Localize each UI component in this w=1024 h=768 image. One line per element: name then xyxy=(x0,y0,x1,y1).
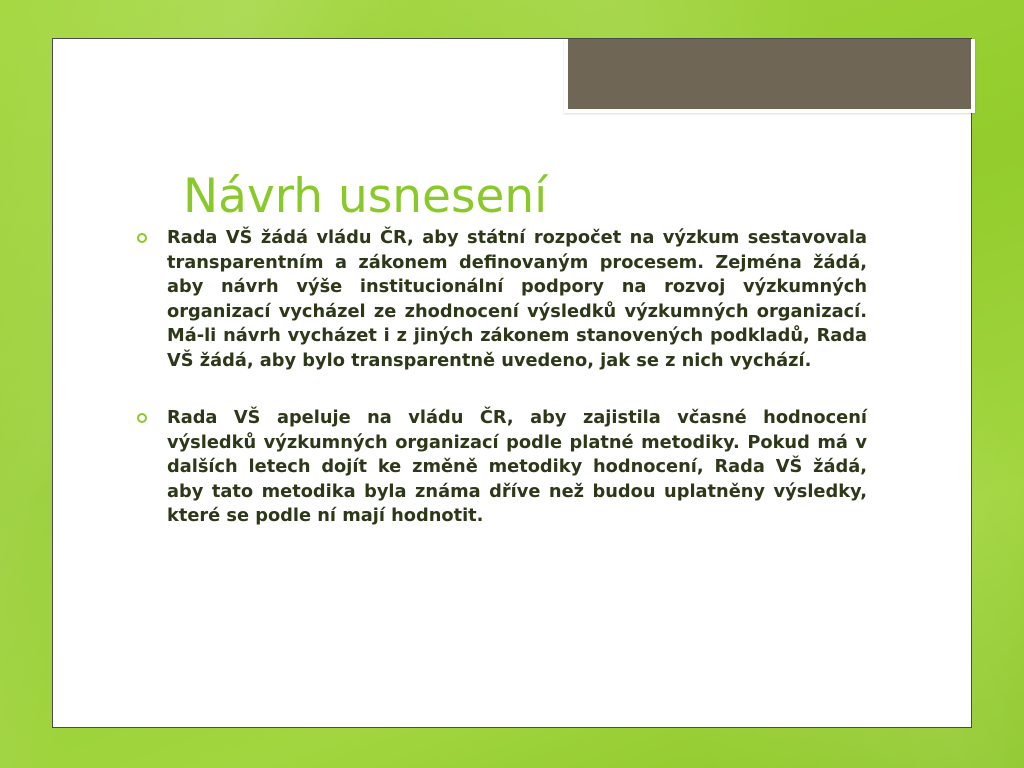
bullet-item xyxy=(136,406,867,529)
ring-bullet-icon xyxy=(137,413,147,423)
bullet-item xyxy=(136,226,867,373)
bullet-text: Rada VŠ žádá vládu ČR, aby státní rozpočet na výzkum sestavovala transparentním a zákonem definovaným procesem. Zejména žádá, aby návrh výše institucionální podpory na rozvoj výzkumných organizací vycházel ze zhodnocení výsledků výzkumných organizací. Má-li návrh vycházet i z jiných zákonem stanovených podkladů, Rada VŠ žádá, aby bylo transparentně uvedeno, jak se z nich vychází. xyxy=(167,227,867,371)
ring-bullet-icon xyxy=(137,233,147,243)
bullet-text: Rada VŠ apeluje na vládu ČR, aby zajistila včasné hodnocení výsledků výzkumných organizací podle platné metodiky. Pokud má v dalších letech dojít ke změně metodiky hodnocení, Rada VŠ žádá, aby tato metodika byla známa dříve než budou uplatněny výsledky, které se podle ní mají hodnotit. xyxy=(167,407,867,526)
bullet-list xyxy=(136,226,867,562)
accent-block xyxy=(564,39,975,113)
slide-title: Návrh usnesení xyxy=(183,169,548,224)
